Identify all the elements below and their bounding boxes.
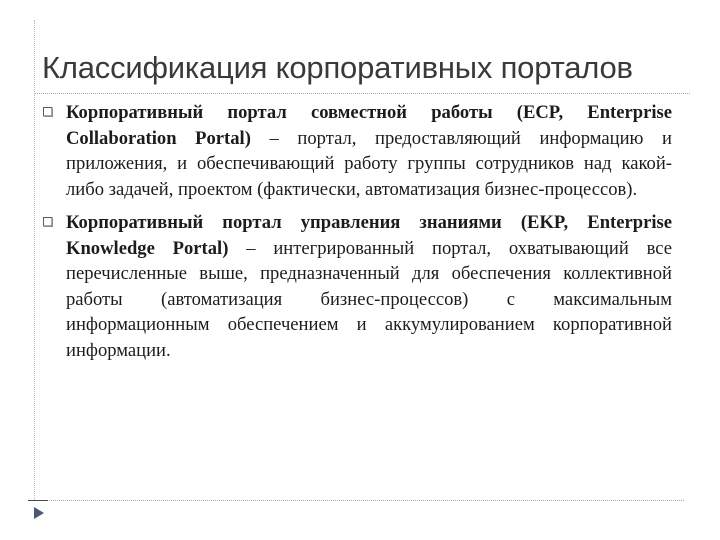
left-divider	[34, 20, 35, 500]
slide-title: Классификация корпоративных порталов	[42, 50, 633, 85]
list-item	[42, 210, 672, 363]
list-item-description: – портал, предоставляющий информацию и приложения, и обеспечивающий работу группы сотрудников над какой-либо задачей, проектом (фактически, автоматизация бизнес-процессов).	[66, 127, 672, 200]
list-item-text	[66, 100, 672, 202]
list-item	[42, 100, 672, 202]
bottom-divider-accent	[28, 500, 48, 501]
list-item-term: Корпоративный портал совместной работы (ECP, Enterprise Collaboration Portal)	[66, 102, 672, 149]
title-divider	[34, 93, 690, 94]
bottom-divider	[28, 500, 684, 501]
triangle-arrow-icon[interactable]	[33, 506, 45, 520]
square-bullet-icon	[42, 216, 54, 228]
bullet-list	[42, 100, 672, 371]
list-item-description: – интегрированный портал, охватывающий все перечисленные выше, предназначенный для обеспечения коллективной работы (автоматизация бизнес-процессов) с максимальным информационным обеспечением и аккумулированием корпоративной информации.	[66, 237, 672, 361]
square-bullet-icon	[42, 106, 54, 118]
list-item-term: Корпоративный портал управления знаниями (EKP, Enterprise Knowledge Portal)	[66, 212, 672, 259]
list-item-text	[66, 210, 672, 363]
